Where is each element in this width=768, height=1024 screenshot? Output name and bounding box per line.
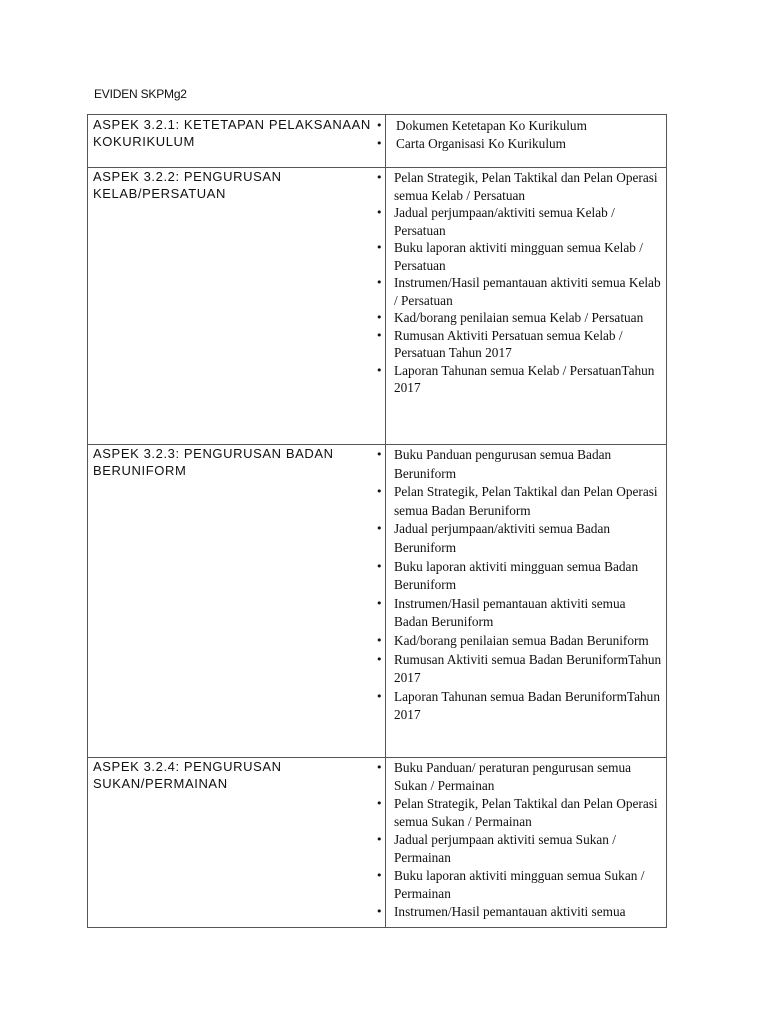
list-item: • Instrumen/Hasil pemantauan aktiviti semua Badan Beruniform bbox=[376, 595, 626, 630]
bullet-icon: • bbox=[376, 869, 383, 882]
bullet-icon: • bbox=[376, 363, 383, 377]
list-item: • Instrumen/Hasil pemantauan aktiviti semua Kelab / Persatuan bbox=[376, 275, 661, 308]
evidence-list bbox=[376, 115, 662, 152]
evidence-table bbox=[87, 114, 667, 928]
list-item: • Buku Panduan/ peraturan pengurusan semua Sukan / Permainan bbox=[376, 760, 632, 793]
bullet-icon: • bbox=[376, 797, 383, 810]
aspect-label: ASPEK 3.2.3: PENGURUSAN BADAN BERUNIFORM bbox=[93, 446, 334, 478]
evidence-list bbox=[376, 445, 662, 725]
list-item: • Jadual perjumpaan/aktiviti semua Kelab / Persatuan bbox=[376, 205, 615, 238]
bullet-icon: • bbox=[376, 119, 383, 132]
aspect-label: ASPEK 3.2.4: PENGURUSAN SUKAN/PERMAINAN bbox=[93, 759, 282, 791]
bullet-icon: • bbox=[376, 652, 383, 666]
bullet-icon: • bbox=[376, 833, 383, 846]
bullet-icon: • bbox=[376, 905, 383, 918]
bullet-icon: • bbox=[376, 206, 383, 219]
bullet-icon: • bbox=[376, 633, 383, 647]
aspect-cell bbox=[88, 445, 386, 758]
aspect-label: ASPEK 3.2.1: KETETAPAN PELAKSANAAN KOKURIKULUM bbox=[93, 117, 371, 149]
list-item: • Laporan Tahunan semua Kelab / PersatuanTahun 2017 bbox=[376, 362, 655, 395]
bullet-icon: • bbox=[376, 276, 383, 289]
evidence-list bbox=[376, 168, 662, 397]
evidence-cell bbox=[376, 445, 667, 758]
evidence-cell bbox=[376, 168, 667, 445]
list-item: • Rumusan Aktiviti semua Badan BeruniformTahun 2017 bbox=[376, 651, 662, 686]
evidence-cell bbox=[376, 758, 667, 928]
aspect-cell bbox=[88, 168, 386, 445]
list-item: • Pelan Strategik, Pelan Taktikal dan Pelan Operasi semua Sukan / Permainan bbox=[376, 796, 658, 829]
bullet-icon: • bbox=[376, 522, 383, 536]
list-item: • Rumusan Aktiviti Persatuan semua Kelab / Persatuan Tahun 2017 bbox=[376, 327, 623, 360]
bullet-icon: • bbox=[376, 328, 383, 342]
bullet-icon: • bbox=[376, 241, 383, 254]
list-item: • Kad/borang penilaian semua Badan Beruniform bbox=[386, 632, 662, 651]
aspect-cell bbox=[88, 758, 386, 928]
list-item: • Jadual perjumpaan aktiviti semua Sukan / Permainan bbox=[376, 832, 616, 865]
table-row bbox=[88, 115, 667, 168]
aspect-label: ASPEK 3.2.2: PENGURUSAN KELAB/PERSATUAN bbox=[93, 169, 282, 201]
bullet-icon: • bbox=[376, 448, 383, 461]
bullet-icon: • bbox=[376, 171, 383, 184]
bullet-icon: • bbox=[376, 689, 383, 703]
table-row bbox=[88, 445, 667, 758]
table-row bbox=[88, 168, 667, 445]
list-item: • Kad/borang penilaian semua Kelab / Persatuan bbox=[376, 310, 644, 325]
table-row bbox=[88, 758, 667, 928]
evidence-list bbox=[376, 758, 662, 921]
list-item: • Buku laporan aktiviti mingguan semua Badan Beruniform bbox=[376, 558, 639, 593]
evidence-cell bbox=[376, 115, 667, 168]
list-item: • Pelan Strategik, Pelan Taktikal dan Pelan Operasi semua Kelab / Persatuan bbox=[376, 170, 658, 203]
bullet-icon: • bbox=[376, 761, 383, 774]
list-item: • Instrumen/Hasil pemantauan aktiviti semua bbox=[376, 904, 626, 919]
list-item: • Buku laporan aktiviti mingguan semua Kelab / Persatuan bbox=[376, 240, 643, 273]
bullet-icon: • bbox=[376, 596, 383, 610]
bullet-icon: • bbox=[376, 485, 383, 499]
bullet-icon: • bbox=[376, 136, 383, 150]
list-item: • Carta Organisasi Ko Kurikulum bbox=[376, 135, 567, 151]
list-item: • Buku laporan aktiviti mingguan semua Sukan / Permainan bbox=[376, 868, 645, 901]
list-item: • Laporan Tahunan semua Badan BeruniformTahun 2017 bbox=[376, 688, 660, 723]
bullet-icon: • bbox=[376, 311, 383, 324]
list-item: • Dokumen Ketetapan Ko Kurikulum bbox=[376, 118, 587, 133]
list-item: • Buku Panduan pengurusan semua Badan Beruniform bbox=[376, 447, 612, 481]
aspect-cell bbox=[88, 115, 386, 168]
list-item: • Jadual perjumpaan/aktiviti semua Badan Beruniform bbox=[376, 521, 611, 555]
list-item: • Pelan Strategik, Pelan Taktikal dan Pelan Operasi semua Badan Beruniform bbox=[376, 484, 658, 518]
bullet-icon: • bbox=[376, 559, 383, 573]
document-title: EVIDEN SKPMg2 bbox=[94, 87, 187, 101]
